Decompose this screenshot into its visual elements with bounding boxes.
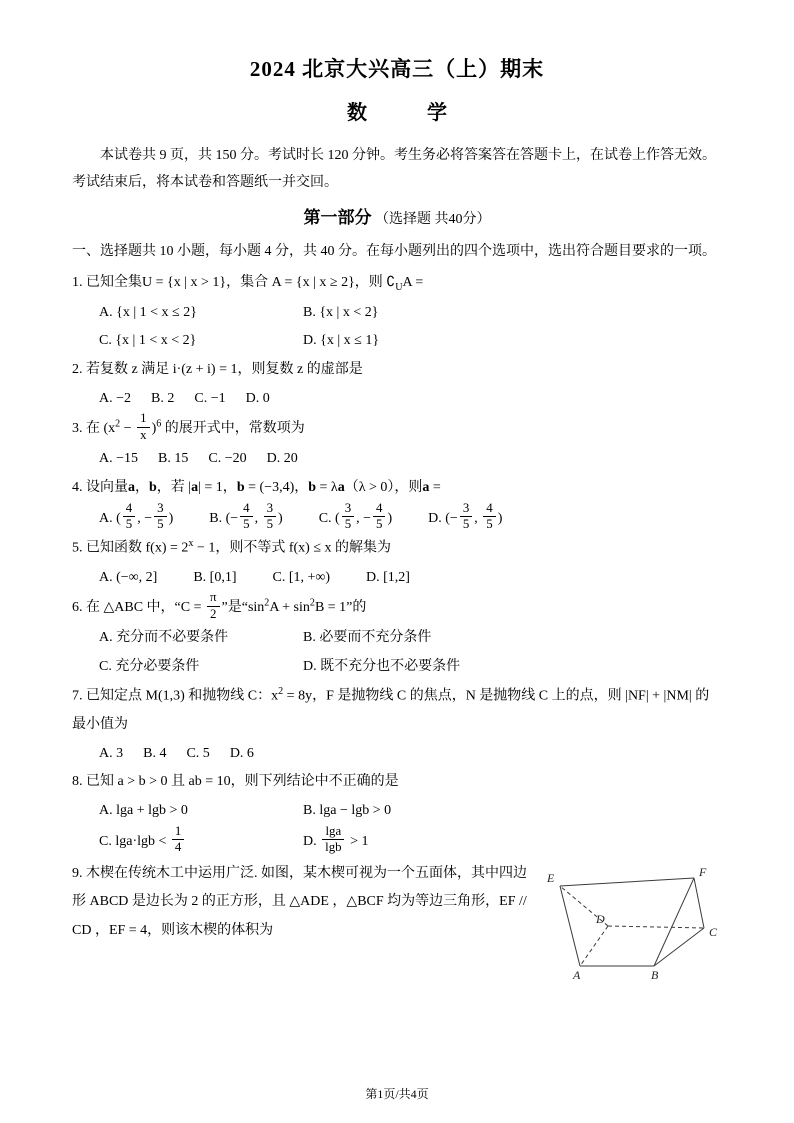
question-4-option-A: A. ( $\frac{4}{5}$ , − $\frac{3}{5}$ ) bbox=[99, 500, 174, 531]
question-1-options bbox=[72, 299, 379, 356]
fraction: $\frac{1}{x}$ bbox=[137, 411, 149, 443]
question-4-option-D: D. (− $\frac{3}{5}$ , $\frac{4}{5}$ ) bbox=[428, 500, 503, 531]
question-7-options bbox=[72, 740, 722, 769]
question-1-option-A: A. {x | 1 < x ≤ 2} bbox=[99, 304, 197, 320]
question-3 bbox=[72, 413, 722, 474]
fraction: $\frac{4}{5}$ bbox=[483, 501, 495, 533]
question-7-option-A: A. 3 bbox=[99, 745, 124, 761]
fraction: $\frac{4}{5}$ bbox=[240, 501, 252, 533]
question-7 bbox=[72, 682, 722, 769]
vertex-label-B: B bbox=[651, 967, 659, 982]
question-6-option-C: C. 充分必要条件 bbox=[99, 659, 200, 674]
fraction: $\frac{\lg a}{\lg b}$ bbox=[322, 824, 344, 856]
question-9-stem: 9. 木楔在传统木工中运用广泛. 如图，某木楔可视为一个五面体，其中四边形 ABCD 是边长为 2 的正方形，且 △ADE ，△BCF 均为等边三角形，EF // CD ，EF = 4，则该木楔的体积为 bbox=[72, 865, 527, 939]
exam-subject: 数 学 bbox=[347, 101, 447, 124]
question-6-option-D: D. 既不充分也不必要条件 bbox=[303, 659, 461, 674]
question-4-option-C: C. ( $\frac{3}{5}$ , − $\frac{4}{5}$ ) bbox=[318, 500, 393, 531]
vertex-label-E: E bbox=[547, 870, 555, 885]
wedge-edges bbox=[560, 878, 704, 966]
question-8-stem: 8. 已知 a > b > 0 且 ab = 10，则下列结论中不正确的是 bbox=[72, 774, 399, 790]
question-7-option-D: D. 6 bbox=[229, 745, 254, 761]
question-1-option-D: D. {x | x ≤ 1} bbox=[303, 333, 380, 349]
question-8-option-D: D. $\frac{\lg a}{\lg b}$ > 1 bbox=[303, 823, 369, 855]
question-3-options bbox=[72, 445, 722, 474]
question-8 bbox=[72, 768, 722, 857]
fraction: $\frac{3}{5}$ bbox=[154, 501, 166, 533]
question-7-option-C: C. 5 bbox=[186, 745, 210, 761]
question-4 bbox=[72, 474, 722, 535]
section-subtitle: （选择题 共40分） bbox=[375, 212, 491, 228]
question-8-options bbox=[72, 797, 391, 858]
fraction: $\frac{3}{5}$ bbox=[264, 501, 276, 533]
question-8-option-A: A. lga + lgb > 0 bbox=[99, 803, 188, 819]
question-1-option-C: C. {x | 1 < x < 2} bbox=[99, 333, 197, 349]
fraction: $\frac{1}{4}$ bbox=[172, 824, 184, 856]
question-2-stem: 2. 若复数 z 满足 i·(z + i) = 1，则复数 z 的虚部是 bbox=[72, 361, 363, 377]
question-6-options bbox=[72, 624, 460, 681]
question-5-option-C: C. [1, +∞) bbox=[272, 569, 331, 585]
section-heading bbox=[72, 202, 722, 234]
question-4-option-B: B. (− $\frac{4}{5}$ , $\frac{3}{5}$ ) bbox=[209, 500, 283, 531]
page-number: 第1页/共4页 bbox=[365, 1087, 429, 1102]
question-7-stem: 7. 已知定点 M(1,3) 和抛物线 C：$x^2 = 8y$，F 是抛物线 C 的焦点，N 是抛物线 C 上的点，则 |NF| + |NM| 的最小值为 bbox=[72, 685, 710, 733]
question-5-option-A: A. (−∞, 2] bbox=[99, 569, 158, 585]
question-1-option-B: B. {x | x < 2} bbox=[303, 304, 379, 320]
question-5-option-D: D. [1,2] bbox=[366, 569, 410, 585]
question-6-option-B: B. 必要而不充分条件 bbox=[303, 630, 432, 646]
vertex-label-F: F bbox=[699, 865, 707, 879]
question-2-option-A: A. −2 bbox=[99, 390, 132, 406]
vertex-label-C: C bbox=[709, 924, 718, 939]
question-4-options bbox=[72, 500, 722, 535]
question-2-option-B: B. 2 bbox=[151, 390, 175, 406]
question-8-option-B: B. lga − lgb > 0 bbox=[303, 803, 392, 819]
wedge-figure bbox=[544, 866, 722, 984]
fraction: $\frac{3}{5}$ bbox=[342, 501, 354, 533]
vertex-label-D: D bbox=[596, 911, 605, 926]
fraction: $\frac{3}{5}$ bbox=[460, 501, 472, 533]
question-2-option-C: C. −1 bbox=[194, 390, 226, 406]
question-1-stem: 1. 已知全集U = {x | x > 1}，集合 A = {x | x ≥ 2}，则 $∁_UA$ = bbox=[72, 275, 424, 293]
question-4-stem: 4. 设向量a，b，若 |a| = 1，b = (−3,4)，b = λa（λ > 0），则a = bbox=[72, 479, 441, 495]
question-8-option-C: C. lga·lgb < $\frac{1}{4}$ bbox=[99, 826, 271, 858]
fraction: $\frac{4}{5}$ bbox=[373, 501, 385, 533]
question-3-stem: 3. 在 ($x^2$ − $\frac{1}{x}$ )$^6$ 的展开式中，常数项为 bbox=[72, 411, 305, 442]
question-2 bbox=[72, 356, 722, 413]
question-9 bbox=[72, 860, 722, 982]
questions-list bbox=[72, 269, 722, 858]
vertex-label-A: A bbox=[573, 967, 581, 982]
question-6-option-A: A. 充分而不必要条件 bbox=[99, 630, 229, 646]
question-3-option-D: D. 20 bbox=[266, 451, 298, 467]
question-7-option-B: B. 4 bbox=[143, 745, 167, 761]
question-6 bbox=[72, 592, 722, 681]
section-title: 第一部分 bbox=[303, 208, 372, 228]
question-2-option-D: D. 0 bbox=[245, 390, 270, 406]
question-6-stem: 6. 在 △ABC 中，“C = $\frac{\pi}{2}$ ”是“$\sin^2A + \sin^2B = 1$”的 bbox=[72, 590, 367, 621]
exam-notice: 本试卷共 9 页，共 150 分。考试时长 120 分钟。考生务必将答案答在答题卡上，在试卷上作答无效。考试结束后，将本试卷和答题纸一并交回。 bbox=[72, 147, 716, 190]
question-5-stem: 5. 已知函数 $f(x) = 2^x - 1$，则不等式 f(x) ≤ x 的解集为 bbox=[72, 538, 392, 557]
question-3-option-B: B. 15 bbox=[158, 451, 189, 467]
question-5-options bbox=[72, 564, 722, 593]
question-3-option-A: A. −15 bbox=[99, 451, 139, 467]
question-5 bbox=[72, 534, 722, 592]
question-3-option-C: C. −20 bbox=[208, 451, 247, 467]
question-5-option-B: B. [0,1] bbox=[193, 569, 237, 585]
exam-title: 2024 北京大兴高三（上）期末 bbox=[249, 57, 545, 81]
choice-instructions: 一、选择题共 10 小题，每小题 4 分，共 40 分。在每小题列出的四个选项中，选出符合题目要求的一项。 bbox=[72, 244, 716, 260]
question-1 bbox=[72, 269, 722, 356]
question-2-options bbox=[72, 385, 722, 414]
fraction: $\frac{\pi}{2}$ bbox=[207, 590, 220, 622]
fraction: $\frac{4}{5}$ bbox=[123, 501, 135, 533]
